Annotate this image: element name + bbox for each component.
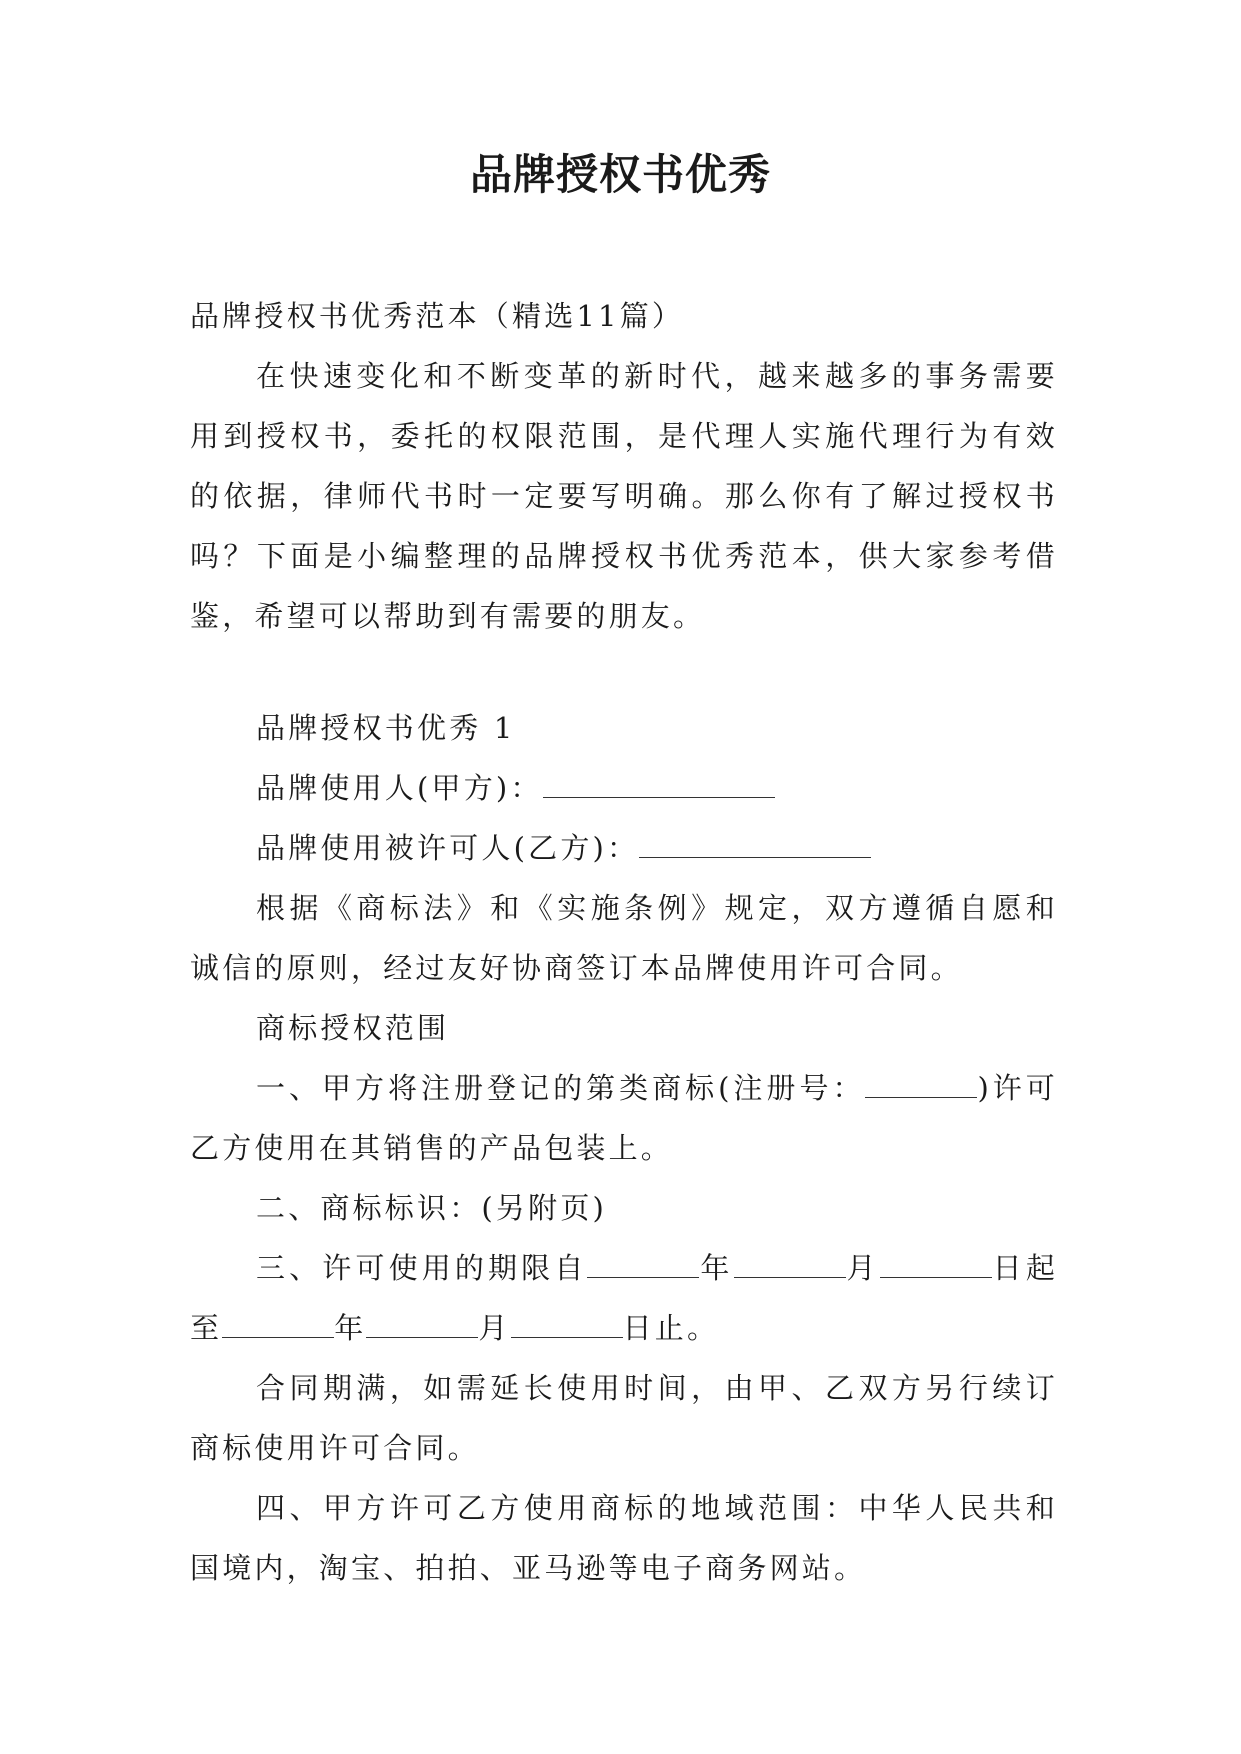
document-subtitle: 品牌授权书优秀范本（精选11篇） — [190, 299, 685, 333]
document-body — [190, 286, 1058, 1598]
section-spacer — [190, 646, 1058, 698]
start-day-blank — [880, 1253, 992, 1278]
end-year-blank — [222, 1313, 334, 1338]
unit-year: 年 — [699, 1251, 734, 1285]
unit-day: 日 — [991, 1251, 1026, 1285]
basis-paragraph: 根据《商标法》和《实施条例》规定，双方遵循自愿和诚信的原则，经过友好协商签订本品牌使用许可合同。 — [190, 891, 1058, 985]
unit-month-2: 月 — [478, 1311, 511, 1345]
clause-3-to: 起至 — [190, 1251, 1059, 1345]
end-day-blank — [511, 1313, 623, 1338]
scope-heading: 商标授权范围 — [256, 1011, 450, 1045]
clause-3-end: 日止。 — [622, 1311, 720, 1345]
party-b-line — [190, 818, 1058, 878]
document-title: 品牌授权书优秀 — [469, 150, 771, 199]
clause-4: 四、甲方许可乙方使用商标的地域范围：中华人民共和国境内，淘宝、拍拍、亚马逊等电子商务网站。 — [190, 1491, 1058, 1585]
start-month-blank — [734, 1253, 846, 1278]
section-heading: 品牌授权书优秀 1 — [256, 711, 516, 745]
clause-2: 二、商标标识：(另附页) — [256, 1191, 608, 1225]
start-year-blank — [587, 1253, 699, 1278]
registration-number-blank — [865, 1073, 977, 1098]
end-month-blank — [366, 1313, 478, 1338]
clause-1-text-start: 一、甲方将注册登记的第类商标(注册号： — [256, 1071, 866, 1105]
party-a-blank — [543, 773, 775, 798]
clause-3-start: 三、许可使用的期限自 — [256, 1251, 588, 1285]
clause-3 — [190, 1238, 1058, 1358]
unit-year-2: 年 — [334, 1311, 367, 1345]
intro-paragraph: 在快速变化和不断变革的新时代，越来越多的事务需要用到授权书，委托的权限范围，是代理人实施代理行为有效的依据，律师代书时一定要写明确。那么你有了解过授权书吗？下面是小编整理的品牌授权书优秀范本，供大家参考借鉴，希望可以帮助到有需要的朋友。 — [190, 359, 1058, 633]
renewal-paragraph: 合同期满，如需延长使用时间，由甲、乙双方另行续订商标使用许可合同。 — [190, 1371, 1058, 1465]
party-b-label: 品牌使用被许可人(乙方)： — [256, 831, 640, 865]
clause-1 — [190, 1058, 1058, 1178]
clause-1-text-end: )许可乙方使用在其销售的产品包装上。 — [190, 1071, 1058, 1165]
party-a-label: 品牌使用人(甲方)： — [256, 771, 543, 805]
unit-month: 月 — [845, 1251, 880, 1285]
party-b-blank — [639, 833, 871, 858]
party-a-line — [190, 758, 1058, 818]
